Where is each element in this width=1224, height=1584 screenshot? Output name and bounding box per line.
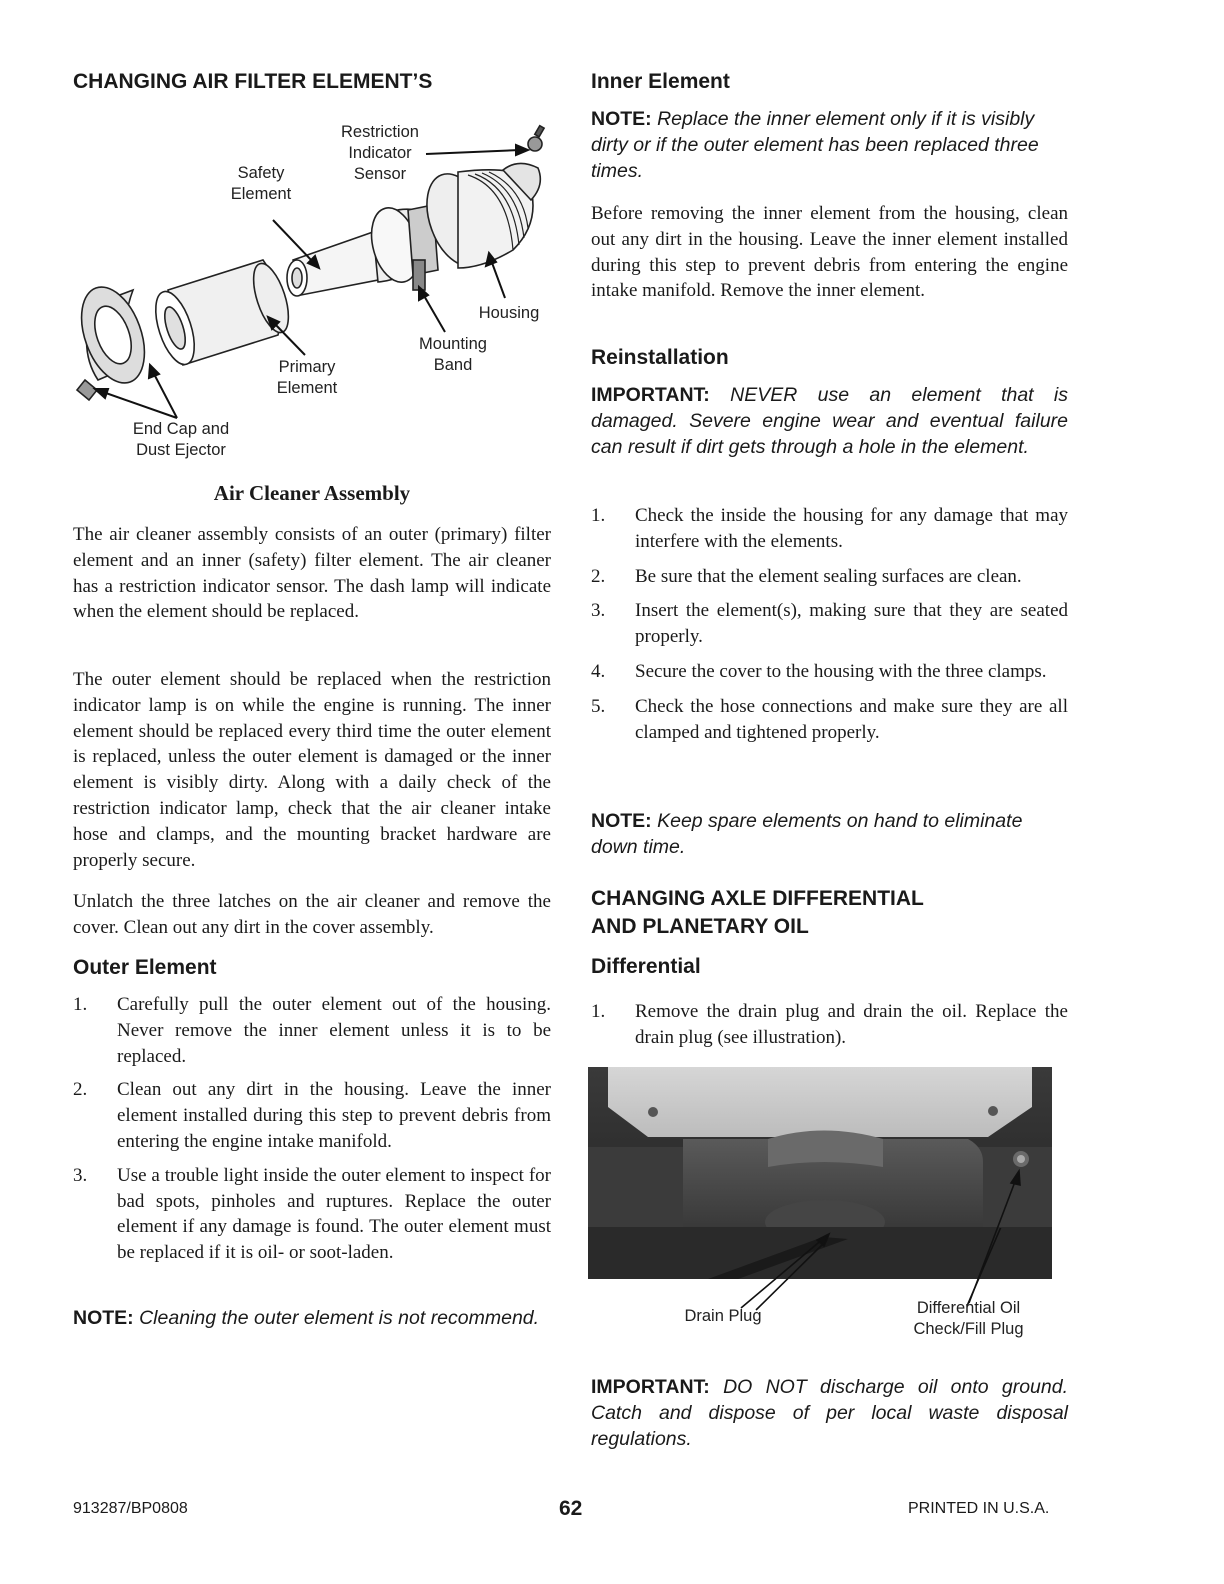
heading-outer-element: Outer Element [73, 956, 217, 979]
footer-printed: PRINTED IN U.S.A. [908, 1500, 1050, 1517]
air-cleaner-figure [73, 110, 551, 470]
label-end-cap-dust-ejector: End Cap and Dust Ejector [132, 420, 230, 459]
paragraph-assembly-description: The air cleaner assembly consists of an outer (primary) filter element and an inner (safety) filter element. The air cleaner has a restriction indicator sensor. The dash lamp will indicate when the element should be replaced. [73, 524, 551, 623]
heading-inner-element: Inner Element [591, 70, 730, 93]
list-item: 3. Insert the element(s), making sure that they are seated properly. [591, 600, 1068, 648]
restriction-sensor-drawing [528, 126, 544, 151]
note-inner-element: NOTE: Replace the inner element only if it is visibly dirty or if the outer element has been replaced three times. [591, 108, 1039, 182]
figure-caption-air-cleaner: Air Cleaner Assembly [213, 481, 411, 505]
section-title-axle-line2: AND PLANETARY OIL [591, 915, 809, 938]
section-title-axle-line1: CHANGING AXLE DIFFERENTIAL [591, 887, 924, 910]
heading-differential: Differential [591, 955, 701, 978]
note-spare-elements: NOTE: Keep spare elements on hand to eliminate down time. [591, 810, 1023, 858]
label-differential-fill-plug: Differential Oil Check/Fill Plug [913, 1299, 1024, 1338]
list-item: 2. Be sure that the element sealing surfaces are clean. [591, 565, 1022, 587]
paragraph-inner-removal: Before removing the inner element from the housing, clean out any dirt in the housing. Leave the inner element installed during this step to prevent debris from entering the engine intake manifold. Remove the inner element. [591, 203, 1068, 302]
air-cleaner-illustration [73, 110, 551, 470]
note-cleaning-outer: NOTE: Cleaning the outer element is not recommend. [73, 1307, 540, 1329]
list-item: 3. Use a trouble light inside the outer element to inspect for bad spots, pinholes and ruptures. Replace the outer element if any damage is found. The outer element must be replaced if it is oil- or soot-laden. [73, 1164, 551, 1264]
safety-element-drawing [287, 232, 381, 296]
label-housing: Housing [478, 304, 540, 322]
photo-leader-line-fill [591, 1165, 1068, 1305]
important-discharge-oil: IMPORTANT: DO NOT discharge oil onto ground. Catch and dispose of per local waste disposal regulations. [591, 1376, 1068, 1450]
end-cap-drawing [73, 278, 156, 400]
footer-doc-number: 913287/BP0808 [73, 1500, 188, 1517]
reinstallation-steps [591, 503, 1068, 745]
differential-steps [591, 999, 1068, 1051]
outer-element-steps [73, 992, 551, 1266]
section-title-air-filter: CHANGING AIR FILTER ELEMENT’S [73, 70, 433, 93]
heading-reinstallation: Reinstallation [591, 346, 729, 369]
label-safety-element: Safety Element [230, 164, 292, 203]
label-restriction-indicator-sensor: Restriction Indicator Sensor [341, 123, 419, 183]
primary-element-drawing [148, 259, 295, 369]
paragraph-unlatch-cover: Unlatch the three latches on the air cleaner and remove the cover. Clean out any dirt in the cover assembly. [73, 891, 551, 938]
label-drain-plug: Drain Plug [684, 1307, 762, 1325]
important-damaged-element: IMPORTANT: NEVER use an element that is damaged. Severe engine wear and eventual failure can result if dirt gets through a hole in the element. [591, 384, 1069, 458]
list-item: 2. Clean out any dirt in the housing. Leave the inner element installed during this step to prevent debris from entering the engine intake manifold. [73, 1079, 551, 1152]
list-item: 1. Carefully pull the outer element out of the housing. Never remove the inner element unless it is to be replaced. [73, 994, 551, 1067]
paragraph-replacement-schedule: The outer element should be replaced when the restriction indicator lamp is on while the engine is running. The inner element should be replaced every third time the outer element is replaced, unless the outer element is damaged or the inner element is visibly dirty. Along with a daily check of the restriction indicator lamp, check that the air cleaner intake hose and clamps, and the mounting bracket hardware are properly secure. [73, 669, 551, 871]
list-item: 1. Remove the drain plug and drain the oil. Replace the drain plug (see illustration). [591, 1001, 1068, 1048]
list-item: 1. Check the inside the housing for any damage that may interfere with the elements. [591, 505, 1068, 552]
label-mounting-band: Mounting Band [419, 335, 487, 374]
label-primary-element: Primary Element [276, 358, 338, 397]
footer-page-number: 62 [559, 1497, 583, 1520]
list-item: 4. Secure the cover to the housing with the three clamps. [591, 660, 1047, 682]
list-item: 5. Check the hose connections and make sure they are all clamped and tightened properly. [591, 695, 1068, 743]
